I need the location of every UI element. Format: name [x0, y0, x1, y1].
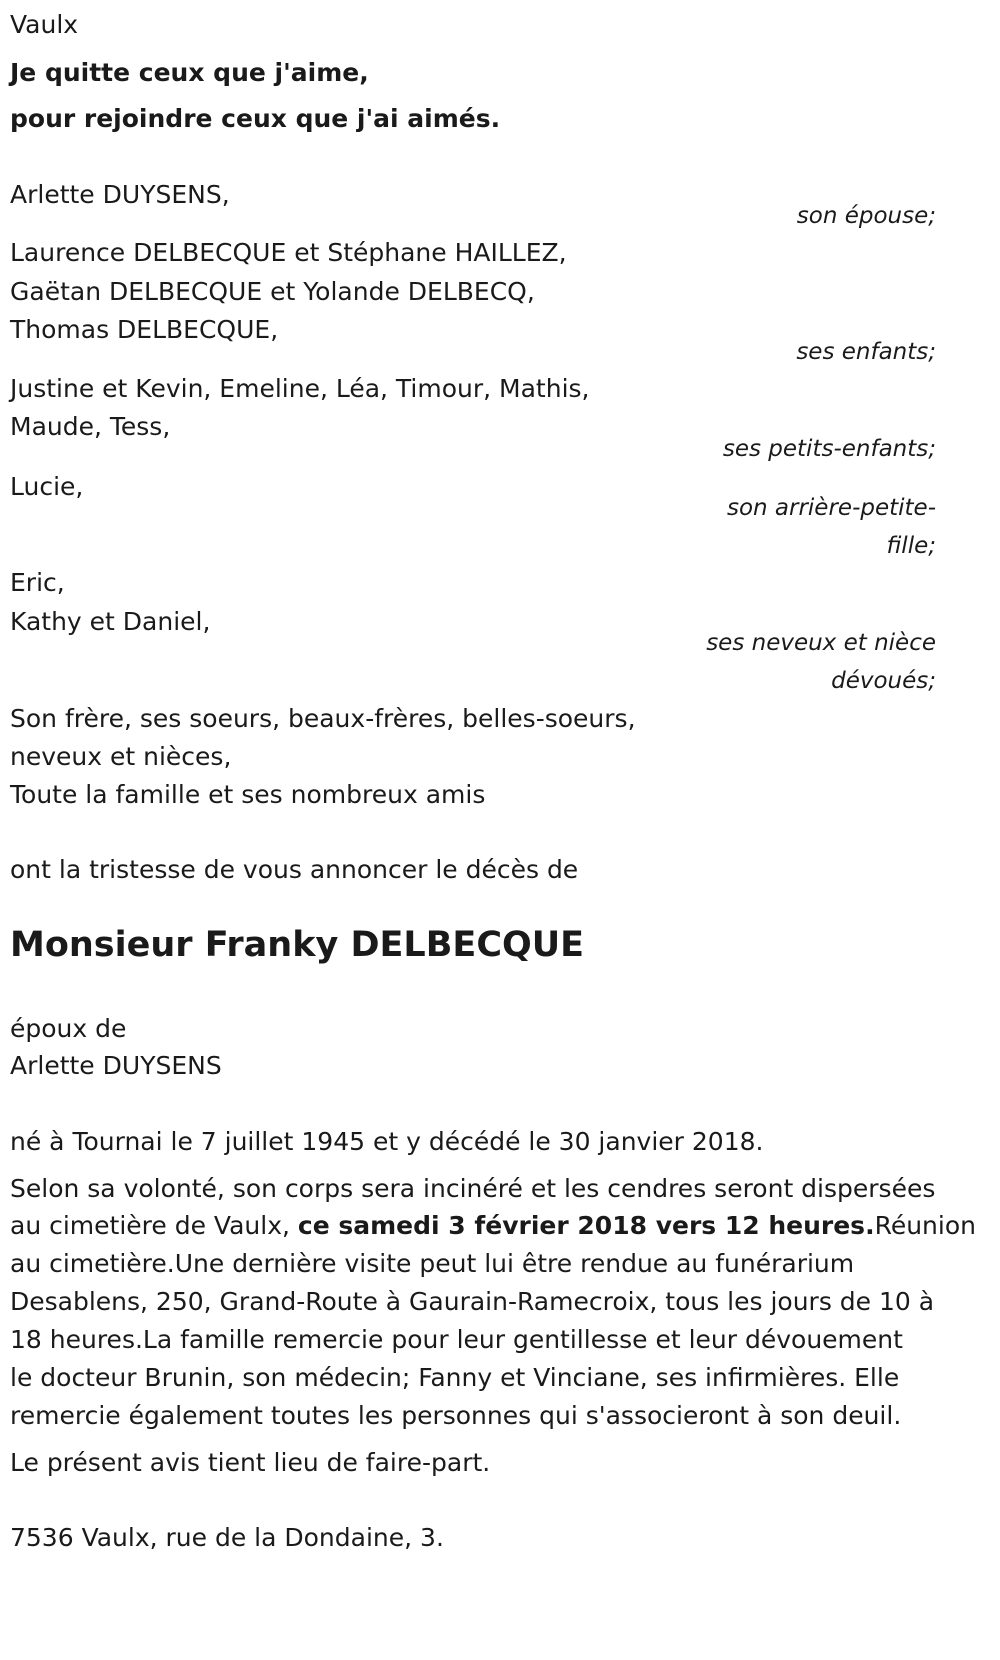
details-line-2-post: Réunion — [874, 1211, 976, 1240]
child-name-2: Gaëtan DELBECQUE et Yolande DELBECQ, — [10, 277, 535, 306]
great-grandchild-name: Lucie, — [10, 472, 84, 501]
details-line-3: au cimetière.Une dernière visite peut lui être rendue au funérarium — [10, 1249, 855, 1278]
others-line-2: neveux et nièces, — [10, 742, 232, 771]
birth-death-line: né à Tournai le 7 juillet 1945 et y décédé le 30 janvier 2018. — [10, 1127, 764, 1156]
relation-nephews-1: ses neveux et nièce — [706, 630, 936, 656]
grandchildren-line-1: Justine et Kevin, Emeline, Léa, Timour, Mathis, — [10, 374, 590, 403]
child-name-1: Laurence DELBECQUE et Stéphane HAILLEZ, — [10, 238, 567, 267]
relation-nephews-2: dévoués; — [831, 668, 936, 694]
quote-line-1: Je quitte ceux que j'aime, — [10, 58, 369, 87]
relation-spouse: son épouse; — [796, 203, 936, 229]
details-line-6: le docteur Brunin, son médecin; Fanny et Vinciane, ses infirmières. Elle — [10, 1363, 900, 1392]
spouse-family-name: Arlette DUYSENS, — [10, 180, 230, 209]
deceased-name: Monsieur Franky DELBECQUE — [10, 925, 585, 965]
child-name-3: Thomas DELBECQUE, — [10, 315, 279, 344]
details-line-5: 18 heures.La famille remercie pour leur gentillesse et leur dévouement — [10, 1325, 903, 1354]
details-line-2 — [10, 1213, 976, 1238]
relation-grandchildren: ses petits-enfants; — [722, 436, 936, 462]
relation-great-grandchild-2: fille; — [886, 533, 936, 559]
details-line-1: Selon sa volonté, son corps sera incinéré et les cendres seront dispersées — [10, 1174, 936, 1203]
spouse-label: époux de — [10, 1014, 127, 1043]
others-line-1: Son frère, ses soeurs, beaux-frères, belles-soeurs, — [10, 704, 636, 733]
announcement-text: ont la tristesse de vous annoncer le décès de — [10, 855, 579, 884]
others-line-3: Toute la famille et ses nombreux amis — [10, 780, 486, 809]
relation-great-grandchild-1: son arrière-petite- — [726, 495, 936, 521]
spouse-name: Arlette DUYSENS — [10, 1051, 222, 1080]
ceremony-date: ce samedi 3 février 2018 vers 12 heures. — [297, 1211, 875, 1240]
details-line-7: remercie également toutes les personnes qui s'associeront à son deuil. — [10, 1401, 902, 1430]
relation-children: ses enfants; — [796, 339, 936, 365]
nephew-name: Eric, — [10, 568, 65, 597]
place-header: Vaulx — [10, 10, 79, 39]
niece-names: Kathy et Daniel, — [10, 607, 211, 636]
quote-line-2: pour rejoindre ceux que j'ai aimés. — [10, 104, 501, 133]
details-line-4: Desablens, 250, Grand-Route à Gaurain-Ramecroix, tous les jours de 10 à — [10, 1287, 935, 1316]
notice-text: Le présent avis tient lieu de faire-part. — [10, 1448, 491, 1477]
address-text: 7536 Vaulx, rue de la Dondaine, 3. — [10, 1523, 444, 1552]
details-line-2-pre: au cimetière de Vaulx, — [10, 1211, 298, 1240]
grandchildren-line-2: Maude, Tess, — [10, 412, 171, 441]
